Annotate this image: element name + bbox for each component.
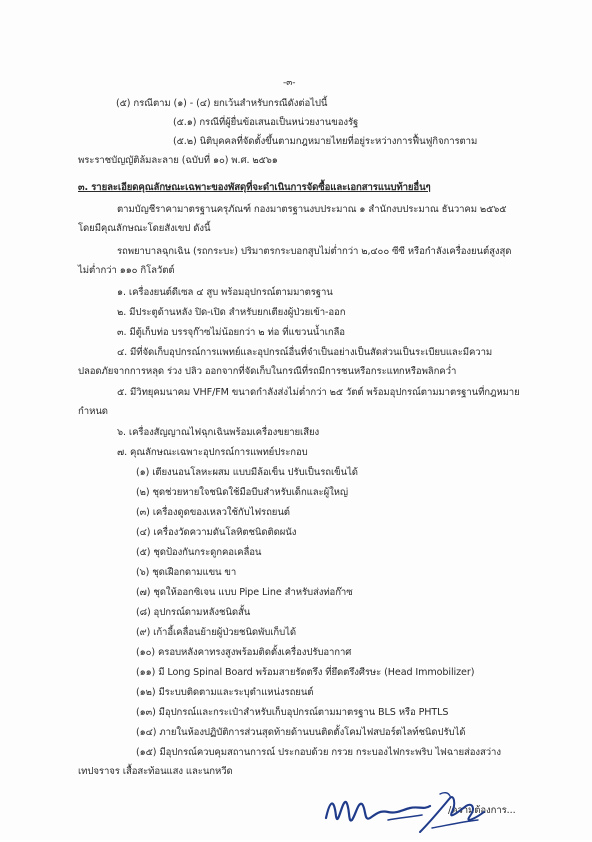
continuation-note: /ความต้องการ... [448, 805, 516, 816]
section-3-intro-line1: ตามบัญชีราคามาตรฐานครุภัณฑ์ กองมาตรฐานงบประมาณ ๑ สำนักงบประมาณ ธันวาคม ๒๕๖๕ [117, 204, 507, 215]
equipment-item-continued: เทปจราจร เสื้อสะท้อนแสง และนกหวีด [78, 766, 233, 777]
signature-right [410, 782, 500, 842]
section-3-heading: ๓. รายละเอียดคุณลักษณะเฉพาะของพัสดุที่จะดำเนินการจัดซื้อและเอกสารแนบท้ายอื่นๆ [78, 182, 431, 193]
item-5-1: (๕.๑) กรณีที่ผู้ยื่นข้อเสนอเป็นหน่วยงานของรัฐ [173, 117, 359, 128]
equipment-item: (๔) เครื่องวัดความดันโลหิตชนิดติดผนัง [136, 527, 297, 538]
equipment-item: (๗) ชุดให้ออกซิเจน แบบ Pipe Line สำหรับส่งท่อก๊าซ [136, 587, 353, 598]
vehicle-description-line2: ไม่ต่ำกว่า ๑๑๐ กิโลวัตต์ [78, 265, 175, 276]
feature-4-line2: ปลอดภัยจากการหลุด ร่วง ปลิว ออกจากที่จัดเก็บในกรณีที่รถมีการชนหรือกระแทกหรือพลิกคว่ำ [78, 366, 457, 377]
equipment-item: (๕) ชุดป้องกันกระดูกคอเคลื่อน [136, 547, 262, 558]
equipment-item: (๑๓) มีอุปกรณ์และกระเป๋าสำหรับเก็บอุปกรณ์ตามมาตรฐาน BLS หรือ PHTLS [136, 707, 449, 718]
equipment-item: (๑๒) มีระบบติดตามและระบุตำแหน่งรถยนต์ [136, 687, 314, 698]
equipment-item: (๑๑) มี Long Spinal Board พร้อมสายรัดตรึง ที่ยึดตรึงศีรษะ (Head Immobilizer) [136, 667, 475, 678]
feature-3: ๓. มีตู้เก็บท่อ บรรจุก๊าซไม่น้อยกว่า ๒ ท่อ ที่แขวนน้ำเกลือ [117, 327, 345, 338]
feature-4-line1: ๔. มีที่จัดเก็บอุปกรณ์การแพทย์และอุปกรณ์อื่นที่จำเป็นอย่างเป็นสัดส่วนเป็นระเบียบและมีความ [117, 347, 493, 358]
item-5: (๕) กรณีตาม (๑) - (๔) ยกเว้นสำหรับกรณีดังต่อไปนี้ [116, 98, 328, 109]
equipment-item: (๑๐) ครอบหลังคาทรงสูงพร้อมติดตั้งเครื่องปรับอากาศ [136, 647, 352, 658]
equipment-item: (๑) เตียงนอนโลหะผสม แบบมีล้อเข็น ปรับเป็นรถเข็นได้ [136, 467, 358, 478]
item-5-2-line1: (๕.๒) นิติบุคคลที่จัดตั้งขึ้นตามกฎหมายไทยที่อยู่ระหว่างการฟื้นฟูกิจการตาม [173, 136, 478, 147]
vehicle-description-line1: รถพยาบาลฉุกเฉิน (รถกระบะ) ปริมาตรกระบอกสูบไม่ต่ำกว่า ๒,๔๐๐ ซีซี หรือกำลังเครื่องยนต์สูงสุด [117, 246, 512, 257]
feature-5-line2: กำหนด [78, 406, 108, 417]
feature-6: ๖. เครื่องสัญญาณไฟฉุกเฉินพร้อมเครื่องขยายเสียง [117, 427, 320, 438]
equipment-item: (๓) เครื่องดูดของเหลวใช้กับไฟรถยนต์ [136, 507, 290, 518]
equipment-item: (๑๕) มีอุปกรณ์ควบคุมสถานการณ์ ประกอบด้วย กรวย กระบองไฟกระพริบ ไฟฉายส่องสว่าง [136, 747, 501, 758]
equipment-item: (๖) ชุดเฝือกดามแขน ขา [136, 567, 237, 578]
feature-1: ๑. เครื่องยนต์ดีเซล ๔ สูบ พร้อมอุปกรณ์ตามมาตรฐาน [117, 287, 333, 298]
equipment-item: (๒) ชุดช่วยหายใจชนิดใช้มือบีบสำหรับเด็กและผู้ใหญ่ [136, 487, 348, 498]
feature-5-line1: ๕. มีวิทยุคมนาคม VHF/FM ขนาดกำลังส่งไม่ต่ำกว่า ๒๕ วัตต์ พร้อมอุปกรณ์ตามมาตรฐานที่กฎหมาย [117, 387, 520, 398]
section-3-intro-line2: โดยมีคุณลักษณะโดยสังเขป ดังนี้ [78, 223, 211, 234]
equipment-item: (๑๔) ภายในห้องปฏิบัติการส่วนสุดท้ายด้านบนติดตั้งโคมไฟสปอร์ตไลท์ชนิดปรับได้ [136, 727, 466, 738]
page-number: -๓- [283, 78, 296, 88]
equipment-item: (๙) เก้าอี้เคลื่อนย้ายผู้ป่วยชนิดพับเก็บได้ [136, 627, 296, 638]
item-5-2-line2: พระราชบัญญัติล้มละลาย (ฉบับที่ ๑๐) พ.ศ. ๒๕๖๑ [78, 155, 278, 166]
feature-7: ๗. คุณลักษณะเฉพาะอุปกรณ์การแพทย์ประกอบ [117, 447, 308, 458]
equipment-item: (๘) อุปกรณ์ดามหลังชนิดสั้น [136, 607, 251, 618]
feature-2: ๒. มีประตูด้านหลัง ปิด-เปิด สำหรับยกเตียงผู้ป่วยเข้า-ออก [117, 307, 346, 318]
